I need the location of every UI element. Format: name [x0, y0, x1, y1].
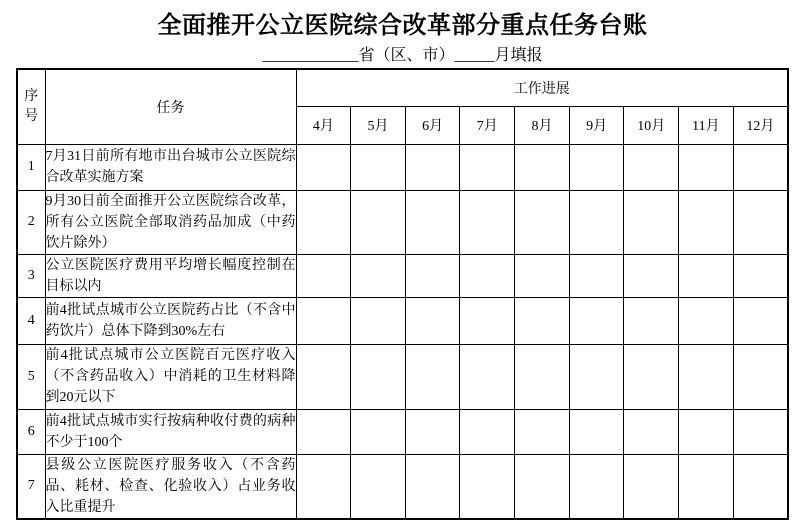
progress-cell: [515, 144, 570, 190]
progress-cell: [460, 254, 515, 297]
progress-cell: [679, 297, 734, 344]
progress-cell: [569, 344, 624, 409]
month-header: 9月: [569, 106, 624, 144]
progress-cell: [351, 144, 406, 190]
progress-cell: [624, 409, 679, 454]
month-header: 4月: [296, 106, 351, 144]
progress-cell: [733, 190, 788, 254]
progress-cell: [624, 297, 679, 344]
serial-number: 5: [17, 344, 45, 409]
serial-number: 7: [17, 454, 45, 519]
progress-cell: [296, 344, 351, 409]
progress-cell: [679, 344, 734, 409]
page-title: 全面推开公立医院综合改革部分重点任务台账: [157, 13, 648, 39]
progress-cell: [351, 344, 406, 409]
month-header: 11月: [679, 106, 734, 144]
progress-cell: [569, 254, 624, 297]
progress-cell: [515, 454, 570, 519]
task-text: 前4批试点城市公立医院百元医疗收入（不含药品收入）中消耗的卫生材料降到20元以下: [45, 344, 296, 409]
progress-cell: [733, 254, 788, 297]
progress-cell: [679, 454, 734, 519]
progress-cell: [460, 344, 515, 409]
progress-cell: [624, 454, 679, 519]
table-row: [17, 454, 788, 519]
progress-cell: [733, 144, 788, 190]
progress-column-header: 工作进展: [296, 69, 788, 106]
progress-cell: [296, 144, 351, 190]
serial-number: 4: [17, 297, 45, 344]
progress-cell: [296, 254, 351, 297]
progress-cell: [405, 254, 460, 297]
progress-cell: [351, 409, 406, 454]
progress-cell: [515, 344, 570, 409]
progress-cell: [679, 254, 734, 297]
table-row: [17, 409, 788, 454]
progress-cell: [460, 454, 515, 519]
progress-cell: [569, 144, 624, 190]
progress-cell: [460, 190, 515, 254]
progress-cell: [624, 254, 679, 297]
table-row: [17, 344, 788, 409]
table-row: [17, 190, 788, 254]
serial-number: 2: [17, 190, 45, 254]
month-header: 7月: [460, 106, 515, 144]
task-column-header: 任务: [45, 69, 296, 144]
progress-cell: [405, 344, 460, 409]
progress-cell: [569, 454, 624, 519]
task-text: 7月31日前所有地市出台城市公立医院综合改革实施方案: [45, 144, 296, 190]
progress-cell: [515, 190, 570, 254]
progress-cell: [296, 190, 351, 254]
task-text: 9月30日前全面推开公立医院综合改革，所有公立医院全部取消药品加成（中药饮片除外）: [45, 190, 296, 254]
table-row: [17, 297, 788, 344]
serial-number: 6: [17, 409, 45, 454]
progress-cell: [351, 454, 406, 519]
progress-cell: [351, 190, 406, 254]
progress-cell: [405, 297, 460, 344]
serial-number: 3: [17, 254, 45, 297]
task-text: 县级公立医院医疗服务收入（不含药品、耗材、检查、化验收入）占业务收入比重提升: [45, 454, 296, 519]
progress-cell: [460, 409, 515, 454]
page-subtitle: ____________省（区、市）_____月填报: [262, 47, 543, 64]
progress-cell: [624, 144, 679, 190]
table-row: [17, 254, 788, 297]
month-header: 6月: [405, 106, 460, 144]
progress-cell: [679, 144, 734, 190]
serial-column-header: 序号: [17, 69, 45, 144]
month-header: 10月: [624, 106, 679, 144]
progress-cell: [515, 297, 570, 344]
progress-cell: [405, 190, 460, 254]
progress-cell: [515, 409, 570, 454]
progress-cell: [733, 344, 788, 409]
month-header: 8月: [515, 106, 570, 144]
month-header: 5月: [351, 106, 406, 144]
progress-cell: [460, 144, 515, 190]
progress-cell: [733, 297, 788, 344]
progress-cell: [569, 297, 624, 344]
progress-cell: [296, 454, 351, 519]
progress-cell: [405, 409, 460, 454]
serial-number: 1: [17, 144, 45, 190]
task-text: 前4批试点城市公立医院药占比（不含中药饮片）总体下降到30%左右: [45, 297, 296, 344]
progress-cell: [296, 297, 351, 344]
progress-cell: [679, 190, 734, 254]
progress-cell: [624, 190, 679, 254]
progress-cell: [296, 409, 351, 454]
progress-cell: [351, 297, 406, 344]
progress-cell: [405, 144, 460, 190]
progress-cell: [733, 409, 788, 454]
progress-cell: [569, 409, 624, 454]
progress-cell: [405, 454, 460, 519]
progress-cell: [515, 254, 570, 297]
table-row: [17, 144, 788, 190]
month-header: 12月: [733, 106, 788, 144]
task-text: 前4批试点城市实行按病种收付费的病种不少于100个: [45, 409, 296, 454]
progress-cell: [624, 344, 679, 409]
task-text: 公立医院医疗费用平均增长幅度控制在目标以内: [45, 254, 296, 297]
progress-cell: [679, 409, 734, 454]
progress-cell: [569, 190, 624, 254]
progress-cell: [460, 297, 515, 344]
header-row-top: [17, 69, 788, 106]
progress-cell: [733, 454, 788, 519]
progress-cell: [351, 254, 406, 297]
task-ledger-table: [16, 68, 789, 520]
